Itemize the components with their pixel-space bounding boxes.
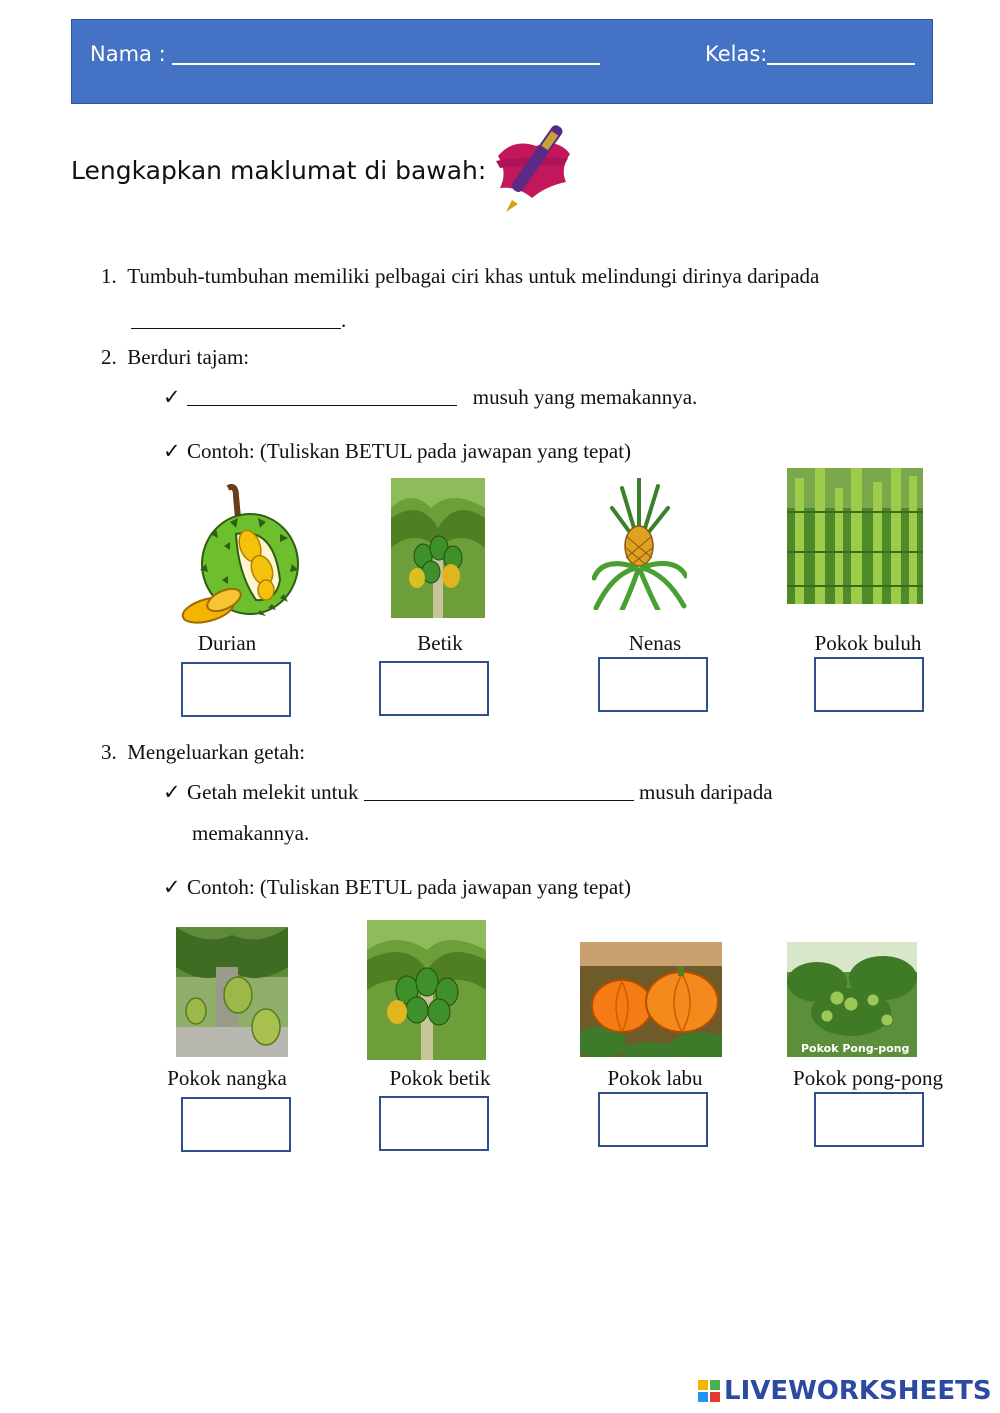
q1-text [101,264,819,289]
q3-line1 [163,780,773,805]
q3-line2: memakannya. [192,821,310,845]
q1-blank[interactable] [131,310,341,329]
option-betik: Betik [417,631,463,655]
liveworksheets-logo [698,1376,992,1406]
option-pokok-labu: Pokok labu [607,1066,703,1090]
papaya-tree-image-2 [367,920,486,1060]
q3-example-text: Contoh: (Tuliskan BETUL pada jawapan yang tepat) [187,875,632,899]
q1-number: 1. [101,264,117,288]
q1-answer-line[interactable] [131,308,346,333]
q3-blank[interactable] [364,782,634,801]
pineapple-image [592,478,687,610]
answer-box-pokok-pong-pong[interactable] [814,1092,924,1147]
q2-line1 [163,385,697,410]
q3-example [163,875,631,900]
name-underline [172,43,600,65]
name-label: Nama : [90,42,166,66]
option-pokok-betik: Pokok betik [389,1066,491,1090]
papaya-tree-image [391,478,485,618]
pong-pong-photo-label: Pokok Pong-pong [801,1042,910,1055]
q1-sentence: Tumbuh-tumbuhan memiliki pelbagai ciri khas untuk melindungi dirinya daripada [127,264,820,288]
answer-box-pokok-labu[interactable] [598,1092,708,1147]
answer-box-pokok-betik[interactable] [379,1096,489,1151]
q2-example-text: Contoh: (Tuliskan BETUL pada jawapan yang tepat) [187,439,632,463]
option-pokok-pong-pong: Pokok pong-pong [793,1066,943,1090]
option-pokok-nangka: Pokok nangka [167,1066,287,1090]
check-icon: ✓ [163,439,181,463]
q1-period: . [341,308,347,332]
q2-blank[interactable] [187,387,457,406]
q2-heading [101,345,249,370]
pong-pong-tree-image [787,942,917,1057]
class-label: Kelas: [705,42,768,66]
answer-box-pokok-nangka[interactable] [181,1097,291,1152]
answer-box-pokok-buluh[interactable] [814,657,924,712]
page-title: Lengkapkan maklumat di bawah: [71,156,487,185]
answer-box-durian[interactable] [181,662,291,717]
answer-box-betik[interactable] [379,661,489,716]
q3-line1-before: Getah melekit untuk [187,780,359,804]
check-icon: ✓ [163,875,181,899]
q3-line1-after: musuh daripada [638,780,773,804]
q2-number: 2. [101,345,117,369]
durian-image [180,484,302,624]
footer-text: LIVEWORKSHEETS [724,1376,992,1406]
option-durian: Durian [197,631,257,655]
class-underline [767,43,915,65]
pen-icon [488,116,578,216]
q3-number: 3. [101,740,117,764]
pumpkin-image [580,942,722,1057]
q3-heading-text: Mengeluarkan getah: [127,740,306,764]
check-icon: ✓ [163,385,181,409]
bamboo-image [787,468,923,604]
liveworksheets-icon [698,1380,720,1402]
q2-example [163,439,631,464]
option-pokok-buluh: Pokok buluh [814,631,922,655]
option-nenas: Nenas [628,631,682,655]
q3-heading [101,740,305,765]
name-field[interactable] [90,42,600,66]
class-field[interactable] [705,42,915,66]
q2-heading-text: Berduri tajam: [127,345,250,369]
jackfruit-tree-image [176,927,288,1057]
check-icon: ✓ [163,780,181,804]
q2-line1-text: musuh yang memakannya. [472,385,698,409]
header-bar [71,19,933,104]
answer-box-nenas[interactable] [598,657,708,712]
